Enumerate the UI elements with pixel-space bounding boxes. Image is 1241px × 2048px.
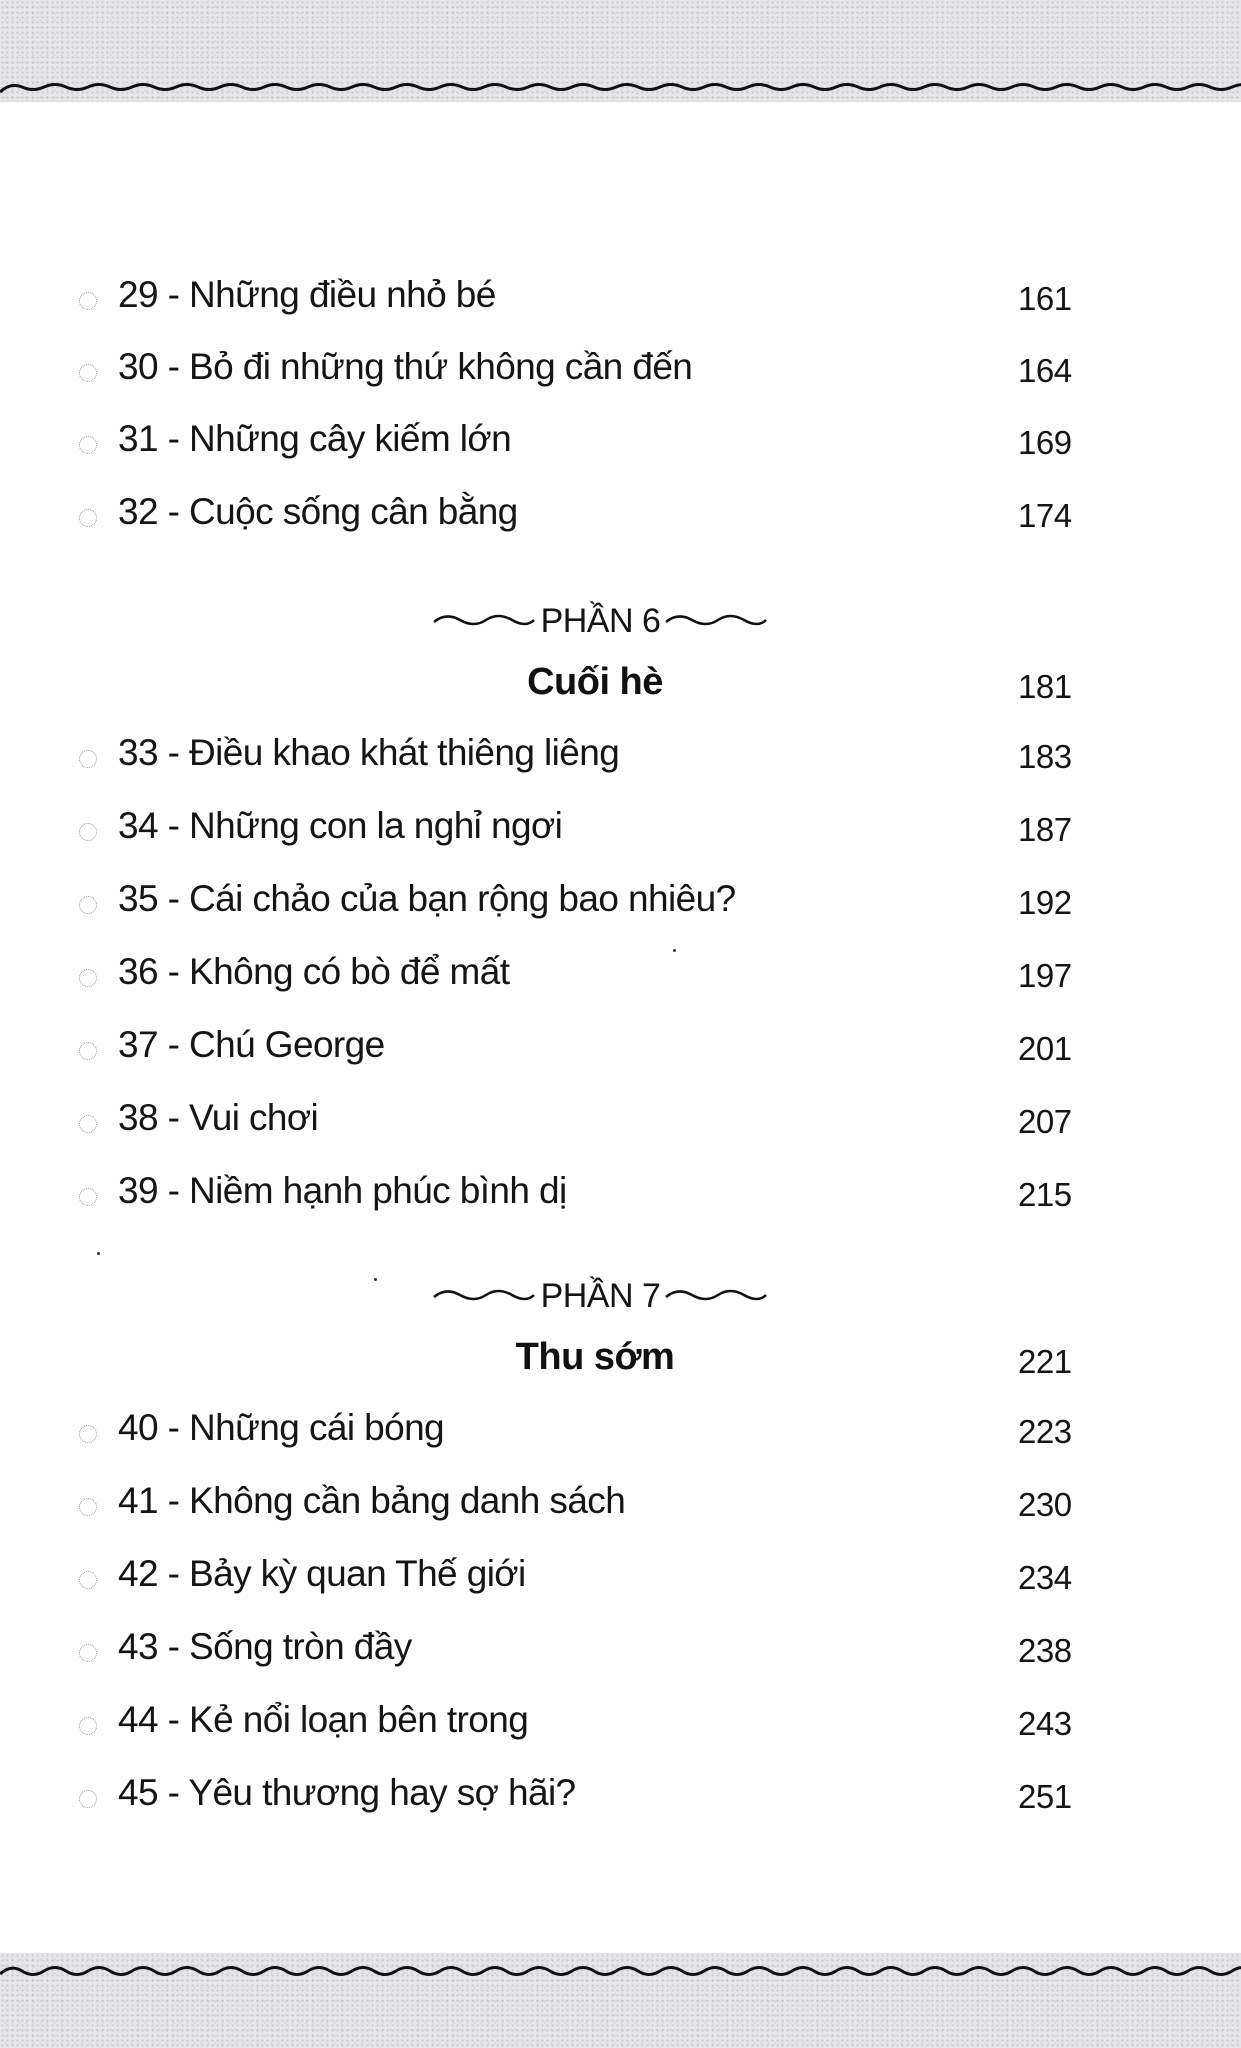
toc-entry[interactable]	[0, 342, 1241, 392]
part-7-title: Thu sớm	[515, 1336, 675, 1378]
dotted-circle-bullet-icon	[79, 1188, 97, 1206]
dotted-circle-bullet-icon	[79, 364, 97, 382]
toc-entry[interactable]	[0, 270, 1241, 320]
toc-entry[interactable]	[0, 801, 1241, 851]
entry-page-number: 243	[1018, 1705, 1072, 1742]
entry-title: 42 - Bảy kỳ quan Thế giới	[118, 1553, 526, 1594]
toc-entry[interactable]	[0, 1403, 1241, 1453]
toc-entry[interactable]	[0, 1695, 1241, 1745]
dotted-circle-bullet-icon	[79, 1717, 97, 1735]
entry-page-number: 183	[1018, 738, 1072, 775]
part-6-label	[0, 598, 1241, 644]
entry-page-number: 251	[1018, 1778, 1072, 1815]
toc-entry[interactable]	[0, 1622, 1241, 1672]
entry-title: 43 - Sống tròn đầy	[118, 1626, 412, 1667]
print-speck	[97, 1252, 100, 1255]
toc-entry[interactable]	[0, 947, 1241, 997]
tilde-swash-icon	[664, 1285, 769, 1307]
entry-page-number: 164	[1018, 352, 1072, 389]
entry-title: 31 - Những cây kiếm lớn	[118, 418, 512, 459]
tilde-swash-icon	[432, 1285, 537, 1307]
entry-title: 45 - Yêu thương hay sợ hãi?	[118, 1772, 576, 1813]
dotted-circle-bullet-icon	[79, 1790, 97, 1808]
entry-title: 39 - Niềm hạnh phúc bình dị	[118, 1170, 567, 1211]
entry-title: 29 - Những điều nhỏ bé	[118, 274, 496, 315]
dotted-circle-bullet-icon	[79, 969, 97, 987]
part-6-page-number: 181	[1018, 668, 1072, 705]
entry-title: 35 - Cái chảo của bạn rộng bao nhiêu?	[118, 878, 736, 919]
dotted-circle-bullet-icon	[79, 509, 97, 527]
dotted-circle-bullet-icon	[79, 1571, 97, 1589]
toc-entry[interactable]	[0, 1020, 1241, 1070]
toc-entry[interactable]	[0, 1549, 1241, 1599]
entry-page-number: 187	[1018, 811, 1072, 848]
entry-page-number: 207	[1018, 1103, 1072, 1140]
part-6-title: Cuối hè	[527, 661, 663, 703]
part-7-label	[0, 1273, 1241, 1319]
entry-title: 33 - Điều khao khát thiêng liêng	[118, 732, 620, 773]
entry-title: 32 - Cuộc sống cân bằng	[118, 491, 518, 532]
entry-title: 44 - Kẻ nổi loạn bên trong	[118, 1699, 529, 1740]
entry-page-number: 230	[1018, 1486, 1072, 1523]
dotted-circle-bullet-icon	[79, 1425, 97, 1443]
entry-page-number: 174	[1018, 497, 1072, 534]
part-7-page-number: 221	[1018, 1343, 1072, 1380]
print-speck	[673, 949, 676, 952]
entry-title: 37 - Chú George	[118, 1024, 385, 1065]
tilde-swash-icon	[664, 610, 769, 632]
dotted-circle-bullet-icon	[79, 823, 97, 841]
entry-page-number: 223	[1018, 1413, 1072, 1450]
entry-page-number: 238	[1018, 1632, 1072, 1669]
toc-entry[interactable]	[0, 874, 1241, 924]
dotted-circle-bullet-icon	[79, 436, 97, 454]
dotted-circle-bullet-icon	[79, 292, 97, 310]
bottom-border-band	[0, 1953, 1241, 2048]
top-border-band	[0, 0, 1241, 102]
entry-page-number: 215	[1018, 1176, 1072, 1213]
wavy-line-icon	[0, 78, 1241, 98]
entry-title: 34 - Những con la nghỉ ngơi	[118, 805, 563, 846]
toc-entry[interactable]	[0, 1476, 1241, 1526]
part-6-label-text: PHẦN 6	[540, 602, 661, 640]
entry-title: 41 - Không cần bảng danh sách	[118, 1480, 626, 1521]
toc-entry[interactable]	[0, 1768, 1241, 1818]
toc-entry[interactable]	[0, 487, 1241, 537]
tilde-swash-icon	[432, 610, 537, 632]
dotted-circle-bullet-icon	[79, 1498, 97, 1516]
entry-page-number: 201	[1018, 1030, 1072, 1067]
dotted-circle-bullet-icon	[79, 1042, 97, 1060]
part-6-heading[interactable]	[0, 654, 1241, 710]
entry-title: 36 - Không có bò để mất	[118, 951, 510, 992]
entry-page-number: 161	[1018, 280, 1072, 317]
entry-page-number: 234	[1018, 1559, 1072, 1596]
dotted-circle-bullet-icon	[79, 1644, 97, 1662]
dotted-circle-bullet-icon	[79, 1115, 97, 1133]
wavy-line-icon	[0, 1962, 1241, 1982]
toc-entry[interactable]	[0, 728, 1241, 778]
entry-title: 38 - Vui chơi	[118, 1097, 319, 1138]
entry-title: 30 - Bỏ đi những thứ không cần đến	[118, 346, 693, 387]
part-7-heading[interactable]	[0, 1329, 1241, 1385]
dotted-circle-bullet-icon	[79, 750, 97, 768]
entry-page-number: 169	[1018, 424, 1072, 461]
entry-page-number: 192	[1018, 884, 1072, 921]
entry-title: 40 - Những cái bóng	[118, 1407, 445, 1448]
part-7-label-text: PHẦN 7	[540, 1277, 661, 1315]
dotted-circle-bullet-icon	[79, 896, 97, 914]
toc-entry[interactable]	[0, 1166, 1241, 1216]
toc-entry[interactable]	[0, 1093, 1241, 1143]
toc-entry[interactable]	[0, 414, 1241, 464]
entry-page-number: 197	[1018, 957, 1072, 994]
